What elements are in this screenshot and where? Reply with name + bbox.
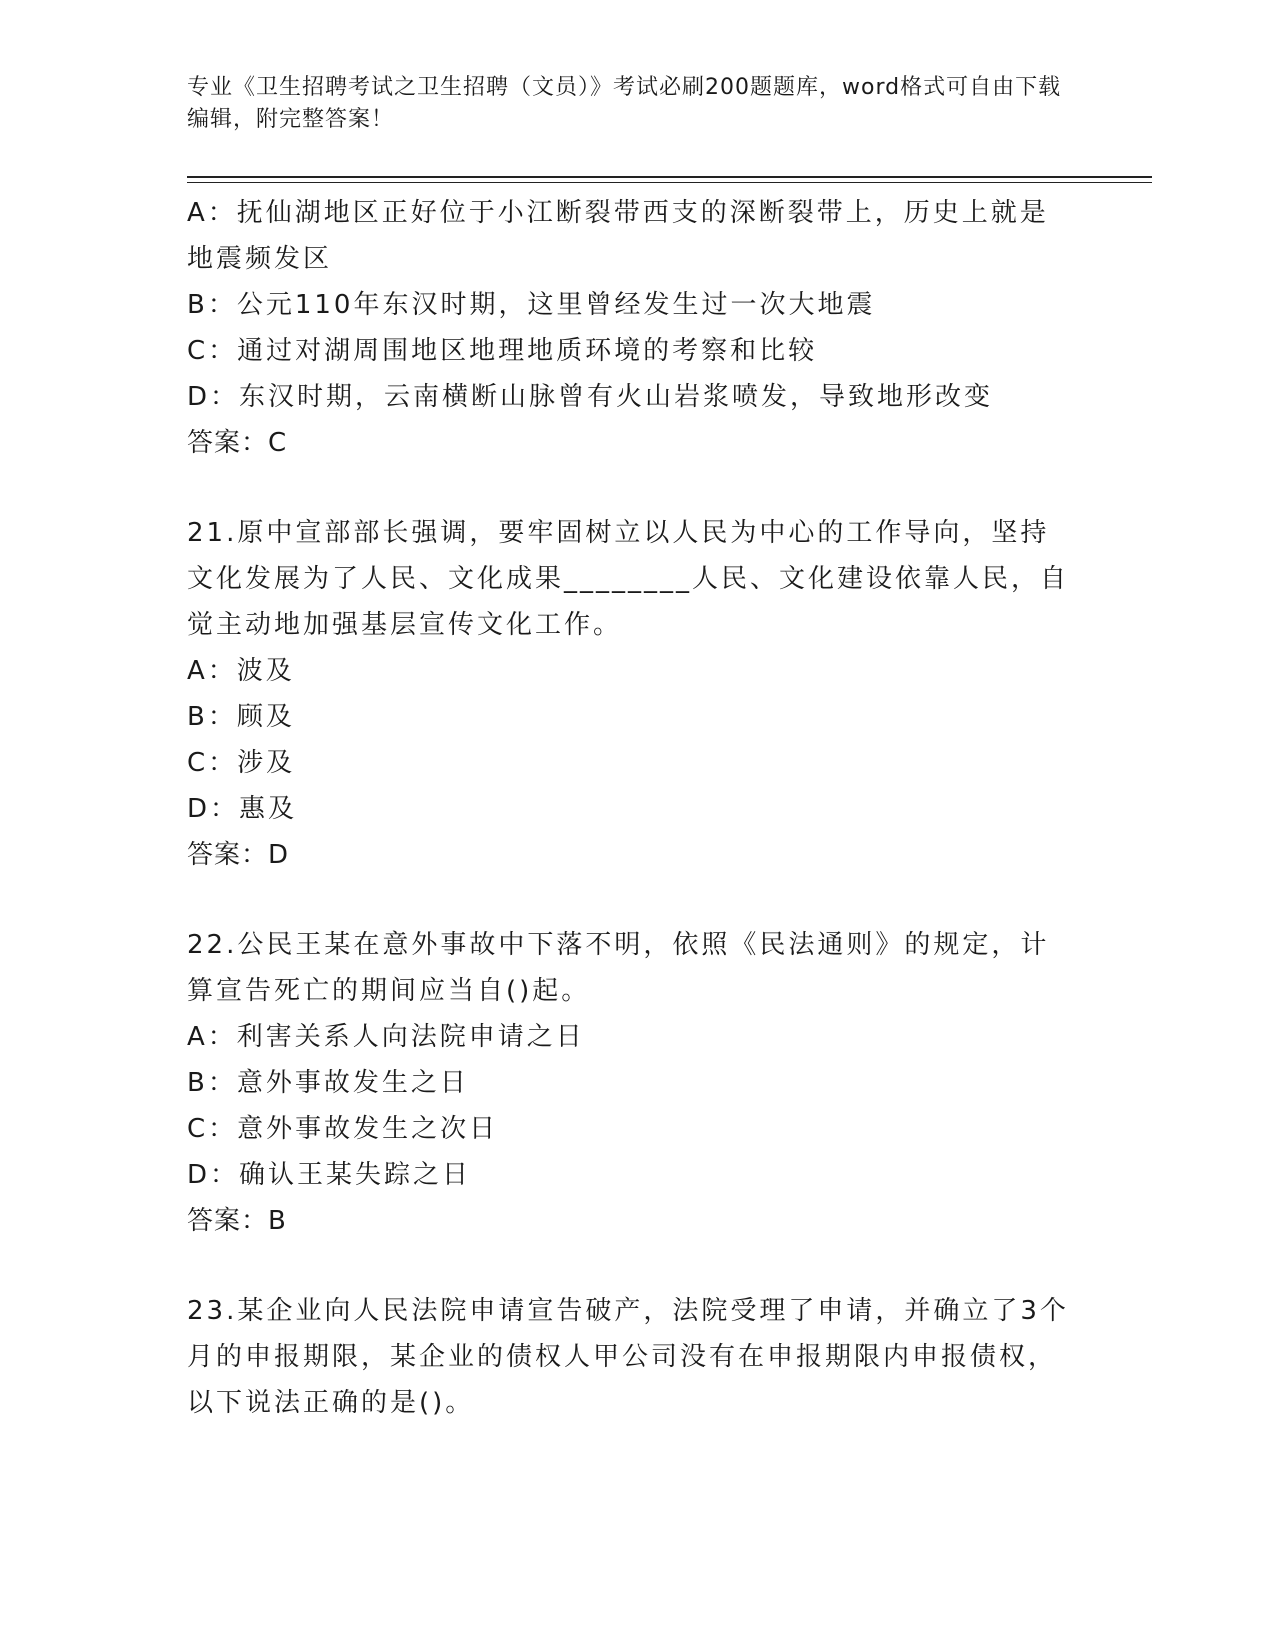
question-stem: 22.公民王某在意外事故中下落不明，依照《民法通则》的规定，计算宣告死亡的期间应当自()起。 xyxy=(187,930,1050,1006)
question-22 xyxy=(187,922,1077,1244)
answer: 答案：D xyxy=(187,840,290,870)
option-a: A：抚仙湖地区正好位于小江断裂带西支的深断裂带上，历史上就是地震频发区 xyxy=(187,198,1049,274)
option-c: C：意外事故发生之次日 xyxy=(187,1114,499,1144)
question-20 xyxy=(187,190,1077,466)
option-c: C：涉及 xyxy=(187,748,296,778)
option-d: D：东汉时期，云南横断山脉曾有火山岩浆喷发，导致地形改变 xyxy=(187,382,994,412)
answer: 答案：B xyxy=(187,1206,287,1236)
document-body xyxy=(187,190,1077,1426)
option-a: A：利害关系人向法院申请之日 xyxy=(187,1022,585,1052)
option-d: D：惠及 xyxy=(187,794,298,824)
option-b: B：公元110年东汉时期，这里曾经发生过一次大地震 xyxy=(187,290,876,320)
option-c: C：通过对湖周围地区地理地质环境的考察和比较 xyxy=(187,336,818,366)
spacer xyxy=(187,1244,1077,1288)
question-stem: 23.某企业向人民法院申请宣告破产，法院受理了申请，并确立了3个月的申报期限，某企业的债权人甲公司没有在申报期限内申报债权，以下说法正确的是()。 xyxy=(187,1296,1069,1418)
option-d: D：确认王某失踪之日 xyxy=(187,1160,472,1190)
option-b: B：顾及 xyxy=(187,702,295,732)
question-stem: 21.原中宣部部长强调，要牢固树立以人民为中心的工作导向，坚持文化发展为了人民、文化成果________人民、文化建设依靠人民，自觉主动地加强基层宣传文化工作。 xyxy=(187,518,1070,640)
question-21 xyxy=(187,510,1077,878)
answer: 答案：C xyxy=(187,428,288,458)
spacer xyxy=(187,466,1077,510)
option-a: A：波及 xyxy=(187,656,295,686)
header-divider-thick xyxy=(187,176,1152,178)
question-23 xyxy=(187,1288,1077,1426)
spacer xyxy=(187,878,1077,922)
option-b: B：意外事故发生之日 xyxy=(187,1068,469,1098)
document-header: 专业《卫生招聘考试之卫生招聘（文员）》考试必刷200题题库，word格式可自由下载编辑，附完整答案！ xyxy=(187,75,1062,132)
header-divider-thin xyxy=(187,182,1152,183)
